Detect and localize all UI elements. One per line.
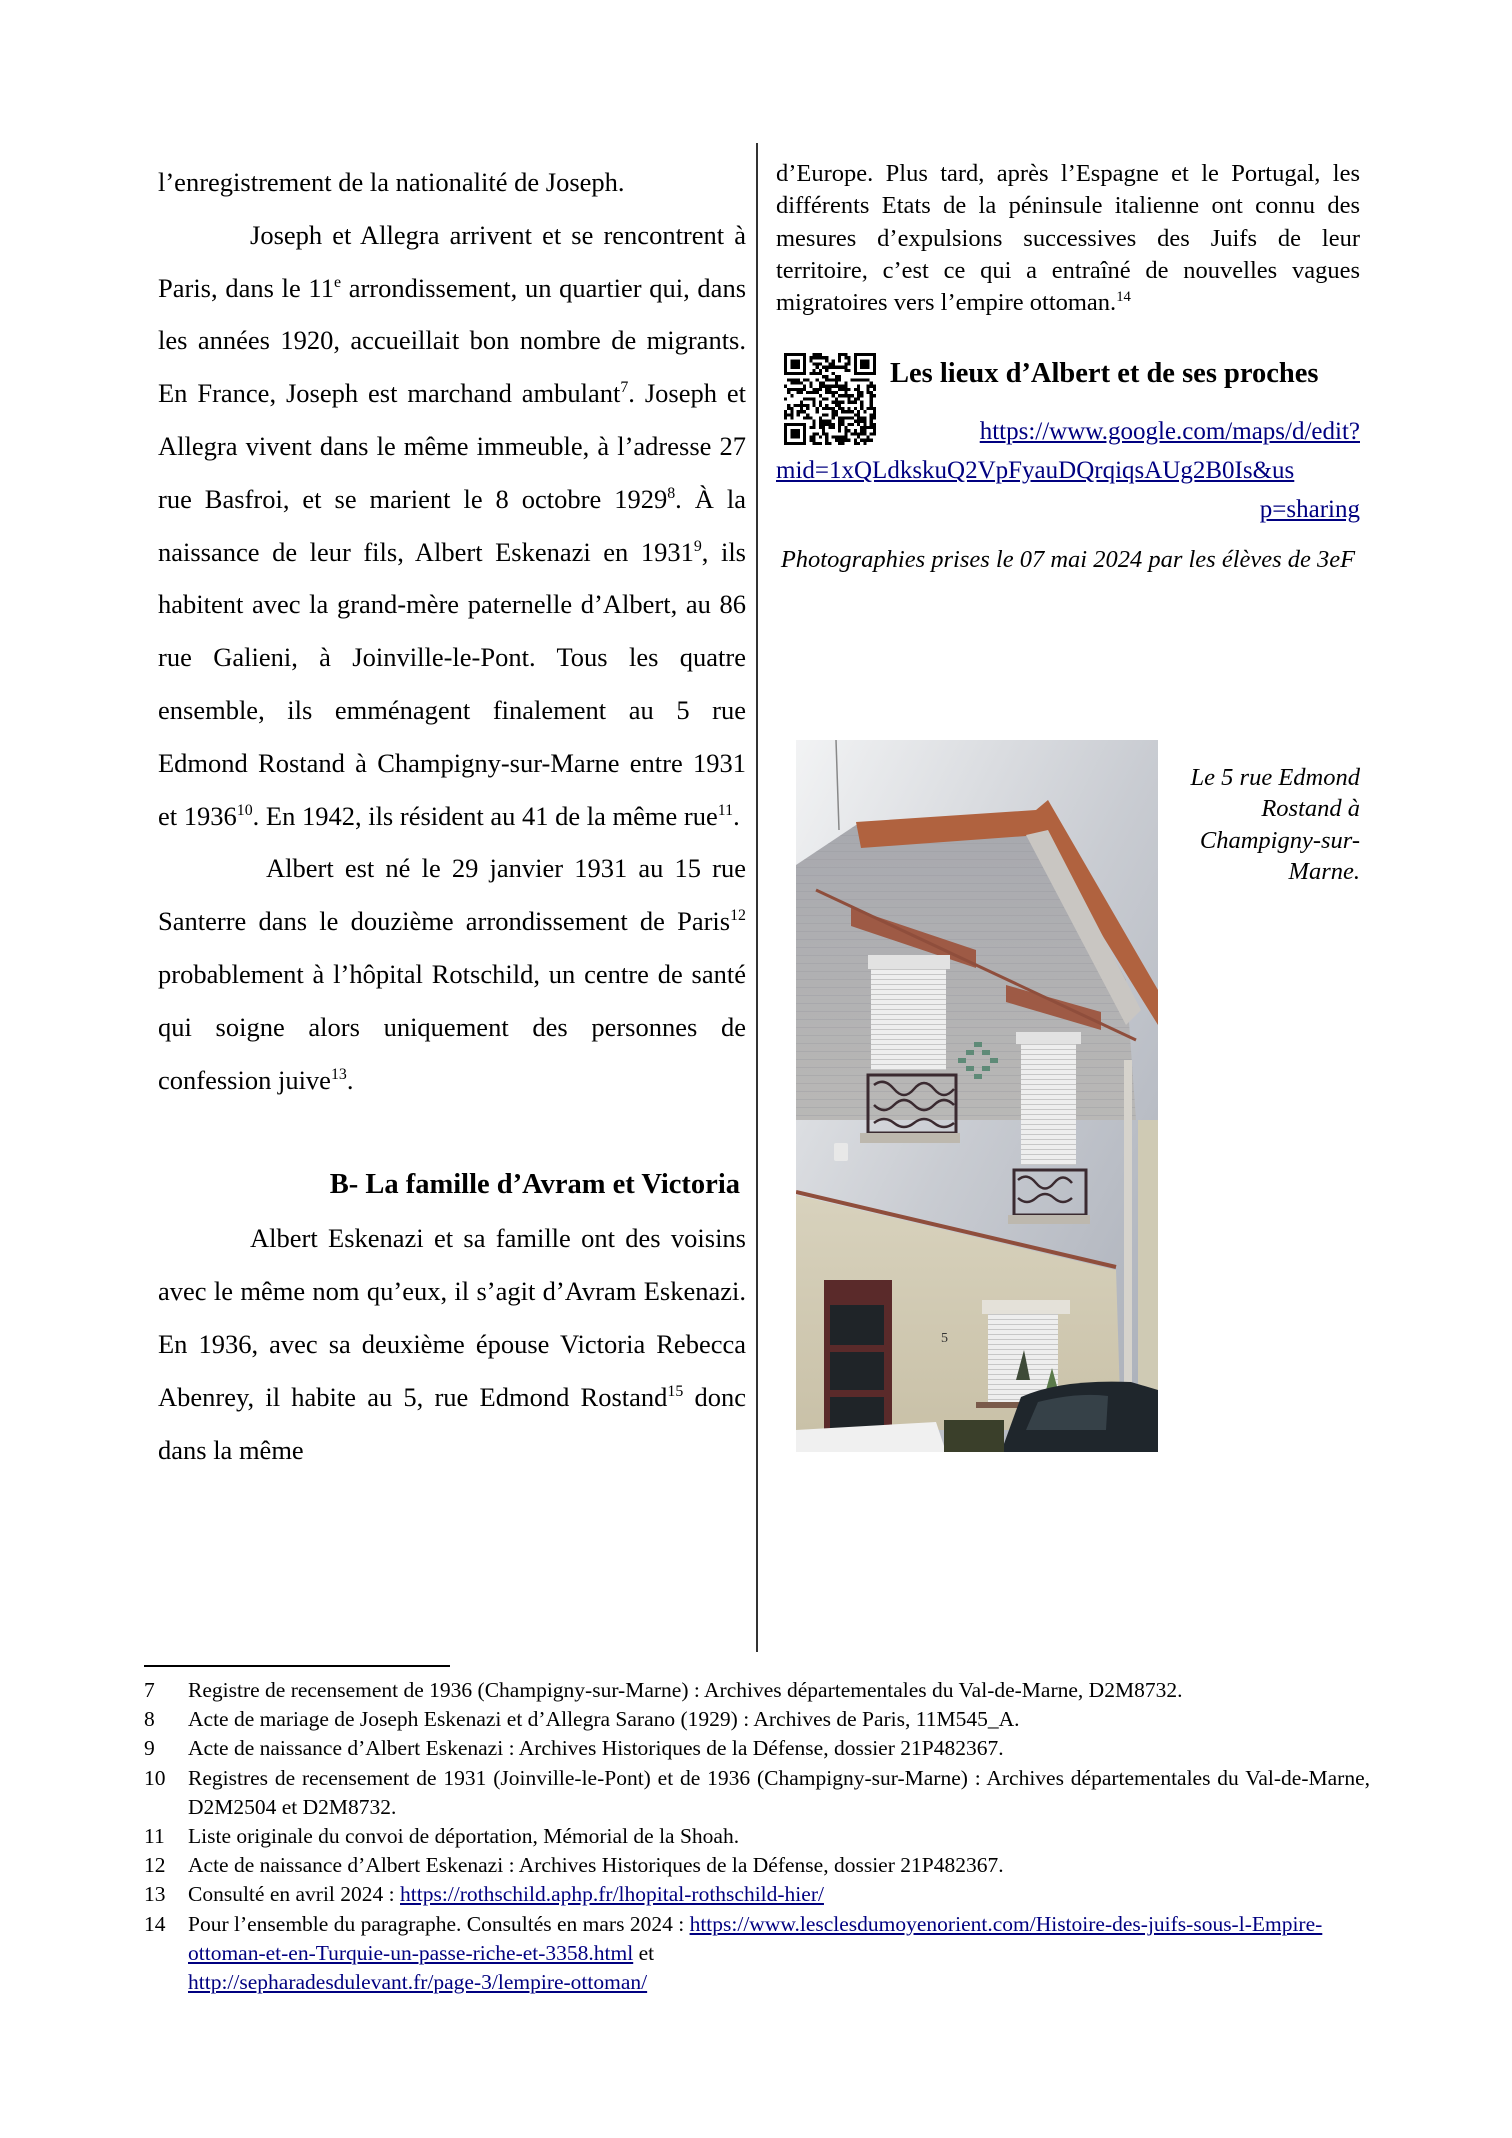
window-shutter-left [871,965,946,1070]
footnote-ref-12[interactable]: 12 [730,907,746,925]
lesclesdumoyenorient-link[interactable]: https://www.lesclesdumoyenorient.com/Histoire-des-juifs-sous-l-Empire-ottoman-et-en-Turquie-un-passe-riche-et-3358.html [188,1911,1323,1965]
footnote-ref-7[interactable]: 7 [620,379,629,397]
superscript-e: e [333,273,342,291]
footnote-text: Consulté en avril 2024 : [188,1882,400,1907]
footnote-14 [144,1910,1370,1998]
left-column [158,156,746,1476]
footnote-number: 14 [144,1911,166,1936]
right-column [776,158,1360,575]
house-photo-illustration [796,740,1158,1452]
house-photo [796,740,1158,1452]
footnote-separator [144,1665,450,1667]
footnote-9 [144,1734,1370,1763]
footnote-text: Acte de mariage de Joseph Eskenazi et d’Allegra Sarano (1929) : Archives de Paris, 11M545_A. [188,1707,1020,1732]
footnote-10 [144,1764,1370,1822]
footnote-ref-8[interactable]: 8 [667,484,676,502]
places-heading: Les lieux d’Albert et de ses proches [890,358,1319,390]
footnote-13 [144,1880,1370,1909]
section-heading: B- La famille d’Avram et Victoria [329,1169,740,1201]
footnote-12 [144,1851,1370,1880]
paragraph-avram-family: Albert Eskenazi et sa famille ont des voisins avec le même nom qu’eux, il s’agit d’Avram Eskenazi. En 1936, avec sa deuxième épouse Victoria Rebecca Abenrey, il habite au 5, rue Edmond Rostand$^{15}$ donc dans la même [158,1223,746,1465]
footnote-number: 11 [144,1824,165,1849]
footnote-number: 10 [144,1765,166,1790]
paragraph-joseph-allegra: Joseph et Allegra arrivent et se rencontrent à Paris, dans le 11e arrondissement, un quartier qui, dans les années 1920, accueillait bon nombre de migrants. En France, Joseph est marchand ambulant$^7$. Joseph et Allegra vivent dans le même immeuble, à l’adresse 27 rue Basfroi, et se marient le 8 octobre 1929$^8$. À la naissance de leur fils, Albert Eskenazi en 1931$^9$, ils habitent avec la grand-mère paternelle d’Albert, au 86 rue Galieni, à Joinville-le-Pont. Tous les quatre ensemble, ils emménagent finalement au 5 rue Edmond Rostand à Champigny-sur-Marne entre 1931 et 1936$^{10}$. En 1942, ils résident au 41 de la même rue$^{11}$. [158,219,747,831]
footnote-number: 8 [144,1707,155,1732]
footnote-number: 7 [144,1678,155,1702]
footnote-text: Pour l’ensemble du paragraphe. Consultés en mars 2024 : [188,1911,690,1936]
paragraph-nationality: l’enregistrement de la nationalité de Joseph. [158,167,625,197]
footnote-text: Registre de recensement de 1936 (Champigny-sur-Marne) : Archives départementales du Val-de-Marne, D2M8732. [188,1678,1183,1702]
footnote-7 [144,1676,1370,1705]
footnote-ref-15[interactable]: 15 [667,1382,684,1400]
footnote-text: Liste originale du convoi de déportation, Mémorial de la Shoah. [188,1824,740,1849]
window-shutter-right [1021,1040,1076,1165]
sepharadesdulevant-link[interactable]: http://sepharadesdulevant.fr/page-3/lempire-ottoman/ [188,1970,648,1995]
footnote-ref-14[interactable]: 14 [1116,289,1131,306]
footnote-connector: et [633,1940,655,1965]
footnote-ref-9[interactable]: 9 [693,537,702,555]
footnote-number: 12 [144,1853,166,1878]
footnote-ref-13[interactable]: 13 [330,1065,347,1083]
footnote-11 [144,1822,1370,1851]
footnote-text: Acte de naissance d’Albert Eskenazi : Archives Historiques de la Défense, dossier 21P482367. [188,1736,1004,1761]
footnote-text: Registres de recensement de 1931 (Joinville-le-Pont) et de 1936 (Champigny-sur-Marne) : Archives départementales du Val-de-Marne, D2M2504 et D2M8732. [188,1765,1370,1819]
column-divider [756,143,758,1652]
footnote-text: Acte de naissance d’Albert Eskenazi : Archives Historiques de la Défense, dossier 21P482367. [188,1853,1004,1878]
paragraph-albert-birth: Albert est né le 29 janvier 1931 au 15 rue Santerre dans le douzième arrondissement de Paris$^{12}$ probablement à l’hôpital Rotschild, un centre de santé qui soigne alors uniquement des personnes de confession juive$^{13}$. [158,853,746,1095]
footnote-8 [144,1705,1370,1734]
rothschild-link[interactable]: https://rothschild.aphp.fr/lhopital-rothschild-hier/ [400,1882,824,1907]
footnote-number: 9 [144,1736,155,1761]
footnote-number: 13 [144,1882,166,1907]
footnote-ref-10[interactable]: 10 [236,801,253,819]
footnote-ref-11[interactable]: 11 [717,801,734,819]
footnotes [144,1676,1370,1997]
house-number: 5 [941,1331,948,1346]
spacer [158,1106,746,1158]
paragraph-migrations: d’Europe. Plus tard, après l’Espagne et le Portugal, les différents Etats de la péninsule italienne ont connu des mesures d’expulsions successives des Juifs de leur territoire, c’est ce qui a entraîné de nouvelles vagues migratoires vers l’empire ottoman.$^{14}$ [776,160,1360,317]
places-block [776,346,1360,524]
google-maps-link[interactable]: https://www.google.com/maps/d/edit? mid=1xQLdkskuQ2VpFyauDQrqiqsAUg2B0Is&us p=sharing [776,418,1360,524]
photo-caption: Le 5 rue Edmond Rostand à Champigny-sur-Marne. [1190,764,1360,885]
photo-credit: Photographies prises le 07 mai 2024 par les élèves de 3eF [780,546,1356,574]
